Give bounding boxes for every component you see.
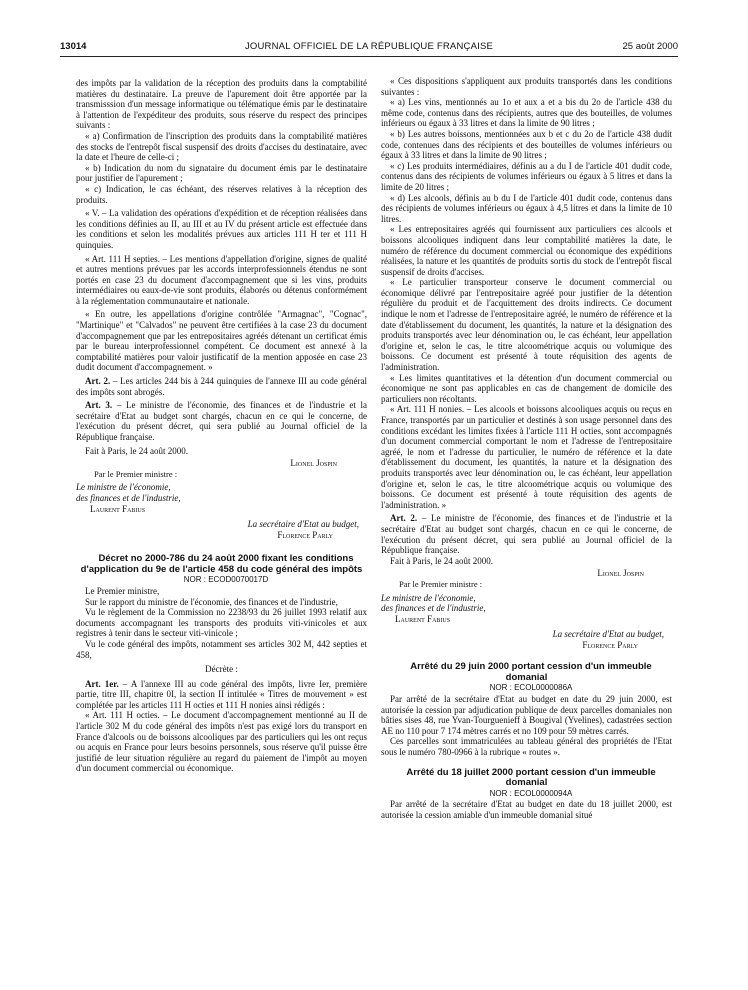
paragraph: « Art. 111 H octies. – Le document d'accompagnement mentionné au II de l'article 302 M du code général des impôts n'est pas exigé lors du transport en France d'alcools ou de boissons alcooliques par des particuliers qui les ont reçus ou acquis en France pour leurs besoins personnels, sous réserve qu'il puisse être justifié de leur situation régulière au regard du paiement de l'impôt au moyen d'un document commercial ou économique. — [76, 710, 367, 774]
paragraph: « b) Les autres boissons, mentionnées aux b et c du 2o de l'article 438 dudit code, contenues dans des récipients et des bouteilles de volumes inférieurs ou égaux à 33 litres et dans la limite de 90 litres ; — [381, 128, 672, 161]
article-1 — [76, 679, 367, 711]
arrete-nor: NOR : ECOL0000086A — [489, 683, 573, 693]
left-column — [76, 78, 367, 774]
journal-title: JOURNAL OFFICIEL DE LA RÉPUBLIQUE FRANÇAISE — [244, 41, 494, 52]
article-text: – Le ministre de l'économie, des finances et de l'industrie et la secrétaire d'Etat au budget sont chargés, chacun en ce qui le concerne, de l'exécution du présent décret, qui sera publié au Journal officiel de la République française. — [76, 400, 367, 442]
signer-name: Lionel Jospin — [597, 568, 644, 579]
paragraph: « a) Les vins, mentionnés au 1o et aux a et a bis du 2o de l'article 438 du même code, contenus dans des récipients, autres que des bouteilles, de volumes inférieurs ou égaux à 33 litres et dans la limite de 90 litres ; — [381, 97, 672, 129]
minister-title: Le ministre de l'économie, — [381, 592, 476, 603]
article-label: Art. 2. — [85, 376, 111, 387]
page-header — [60, 41, 678, 55]
minister-title: des finances et de l'industrie, — [381, 603, 486, 614]
paragraph: « Les limites quantitatives et la détention d'un document commercial ou économique ne sont pas applicables en cas de changement de domicile des particuliers non récoltants. — [381, 372, 672, 404]
paragraph: Par arrêté de la secrétaire d'Etat au budget en date du 18 juillet 2000, est autorisée la cession amiable d'un immeuble domanial situé — [381, 799, 672, 820]
article-text: – Les articles 244 bis à 244 quinquies de l'annexe III au code général des impôts sont abrogés. — [76, 376, 367, 397]
article-label: Art. 2. — [390, 513, 418, 524]
signer-name: Laurent Fabius — [90, 503, 146, 514]
secretary-title: La secrétaire d'Etat au budget, — [247, 519, 359, 530]
issue-date: 25 août 2000 — [622, 41, 678, 52]
paragraph: « Les entrepositaires agréés qui fournissent aux particuliers ces alcools et boissons alcooliques indiquent dans leur comptabilité matières la date, le numéro de référence du document commercial ou économique des expéditions réalisées, la nature et les quantités de produits sortis du stock de l'entrepôt fiscal suspensif de droits d'accises. — [381, 224, 672, 277]
article-text: – A l'annexe III au code général des impôts, livre Ier, première partie, titre III, chapitre 0I, la section II intitulée « Titres de mouvement » est complétée par les articles 111 H octies et 111 H nonies ainsi rédigés : — [76, 678, 368, 710]
paragraph: « c) Indication, le cas échéant, des réserves relatives à la réception des produits. — [76, 183, 367, 205]
article-label: Art. 1er. — [85, 678, 119, 689]
minister-title: des finances et de l'industrie, — [76, 492, 181, 503]
decree-nor: NOR : ECOD0070017D — [183, 575, 269, 585]
paragraph: Le Premier ministre, — [85, 585, 160, 596]
paragraph: « Le particulier transporteur conserve le document commercial ou économique délivré par l'entrepositaire agréé pour justifier de la détention régulière du produit et de l'acquittement des droits indirects. Ce document indique le nom et l'adresse de l'entrepositaire agréé, le numéro de référence et la date d'établissement du document, les quantités, la nature et la désignation des produits transportés avec leur dénomination ou, le cas échéant, leur appellation d'origine et, selon le cas, le titre alcoométrique acquis ou volumique des boissons. Ce document est présenté à toute réquisition des agents de l'administration. — [381, 277, 672, 373]
article-2 — [381, 513, 672, 555]
page-number: 13014 — [60, 41, 87, 52]
paragraph: Vu le règlement de la Commission no 2238/93 du 26 juillet 1993 relatif aux documents accompagnant les transports des produits viti-vinicoles et aux registres à tenir dans le secteur viti-vinicole ; — [76, 607, 367, 639]
paragraph: « a) Confirmation de l'inscription des produits dans la comptabilité matières des stocks de l'entrepôt fiscal suspensif des droits d'accises du destinataire, avec la date et l'heure de celle-ci ; — [76, 130, 367, 163]
minister-title: Le ministre de l'économie, — [76, 482, 171, 493]
paragraph: « V. – La validation des opérations d'expédition et de réception réalisées dans les conditions définies au II, au III et au IV du présent article est effectuée dans les conditions et selon les modalités prévues aux articles 111 H ter et 111 H quinquies. — [76, 208, 367, 250]
signer-role: Par le Premier ministre : — [399, 578, 483, 589]
arrete-title: Arrêté du 18 juillet 2000 portant cession d'un immeuble domanial — [406, 766, 656, 789]
right-column — [381, 76, 672, 820]
signer-name: Florence Parly — [582, 639, 638, 650]
header-rule — [60, 56, 678, 57]
paragraph: « b) Indication du nom du signataire du document émis par le destinataire pour justifier de l'apurement ; — [76, 162, 367, 184]
signer-name: Lionel Jospin — [290, 458, 337, 469]
decree-title: Décret no 2000-786 du 24 août 2000 fixant les conditions d'application du 9e de l'article 458 du code général des impôts — [80, 553, 363, 575]
arrete-title: Arrêté du 29 juin 2000 portant cession d'un immeuble domanial — [410, 661, 652, 683]
paragraph: Sur le rapport du ministre de l'économie, des finances et de l'industrie, — [85, 596, 338, 607]
paragraph: Par arrêté de la secrétaire d'Etat au budget en date du 29 juin 2000, est autorisée la cession par adjudication publique de deux parcelles domaniales non bâties sises 48, rue Yvan-Tourguenieff à Bougival (Yvelines), cadastrées section AE no 110 pour 7 174 mètres carrés et no 109 pour 59 mètres carrés. — [381, 694, 672, 736]
article-3 — [76, 400, 367, 442]
paragraph: « Art. 111 H nonies. – Les alcools et boissons alcooliques acquis ou reçus en France, transportés par un particulier et destinés à son usage personnel dans des conditions excédant les limites fixées à l'article 111 H octies, sont accompagnés d'un document commercial comportant le nom et l'adresse de l'entrepositaire agréé, le nom et l'adresse du particulier, le numéro de référence et la date d'établissement du document, les quantités, la nature et la désignation des produits transportés avec leur dénomination ou, le cas échéant, leur appellation d'origine et, selon le cas, le titre alcoométrique acquis ou volumique des boissons. Ce document est présenté à toute réquisition des agents de l'administration. » — [381, 404, 672, 510]
arrete-nor: NOR : ECOL0000094A — [489, 788, 573, 798]
secretary-title: La secrétaire d'Etat au budget, — [552, 629, 664, 640]
paragraph: « Ces dispositions s'appliquent aux produits transportés dans les conditions suivantes : — [381, 76, 672, 97]
signer-name: Florence Parly — [277, 529, 333, 540]
article-text: – Le ministre de l'économie, des finances et de l'industrie et la secrétaire d'Etat au budget sont chargés, chacun en ce qui le concerne, de l'exécution du présent décret, qui sera publié au Journal officiel de la République française. — [381, 513, 672, 556]
paragraph: « En outre, les appellations d'origine contrôlée "Armagnac", "Cognac", "Martinique" et "Calvados" ne peuvent être certifiées à la case 23 du document d'accompagnement que par les entrepositaires agréés détenant un certificat émis par le bureau interprofessionnel compétent. Ce document est annexé à la comptabilité matières pour valoir justificatif de la mention apposée en case 23 dudit document d'accompagnement. » — [76, 309, 367, 373]
decrete-label: Décrète : — [205, 664, 238, 675]
article-label: Art. 3. — [85, 400, 113, 411]
signer-role: Par le Premier ministre : — [94, 468, 178, 479]
signature-date: Fait à Paris, le 24 août 2000. — [85, 445, 188, 456]
signer-name: Laurent Fabius — [395, 613, 451, 624]
paragraph: Ces parcelles sont immatriculées au tableau général des propriétés de l'Etat sous le numéro 780-0966 à la rubrique « routes ». — [381, 736, 672, 758]
paragraph: des impôts par la validation de la réception des produits dans la comptabilité matières du destinataire. La preuve de l'apurement doit être apportée par la transmisssion d'un message informatique ou télématique émis par le destinataire à l'attention de l'expéditeur des produits, sous réserve du respect des principes suivants : — [76, 78, 367, 131]
article-2 — [76, 376, 367, 397]
signature-date: Fait à Paris, le 24 août 2000. — [390, 555, 493, 566]
paragraph: « c) Les produits intermédiaires, définis au a du I de l'article 401 dudit code, contenus dans des récipients de volumes inférieurs ou égaux à 5 litres et dans la limite de 20 litres ; — [381, 160, 672, 192]
paragraph: Vu le code général des impôts, notamment ses articles 302 M, 442 septies et 458, — [76, 638, 367, 660]
paragraph: « Art. 111 H septies. – Les mentions d'appellation d'origine, signes de qualité et autres mentions prévues par les accords interprofessionnels étendus ne sont portés en case 23 du document d'accompagnement que si les vins, produits intermédiaires ou eaux-de-vie sont produits, élaborés ou détenus conformément à la réglementation communautaire et nationale. — [76, 253, 367, 306]
paragraph: « d) Les alcools, définis au b du I de l'article 401 dudit code, contenus dans des récipients de volumes inférieurs ou égaux à 4,5 litres et dans la limite de 10 litres. — [381, 192, 672, 224]
